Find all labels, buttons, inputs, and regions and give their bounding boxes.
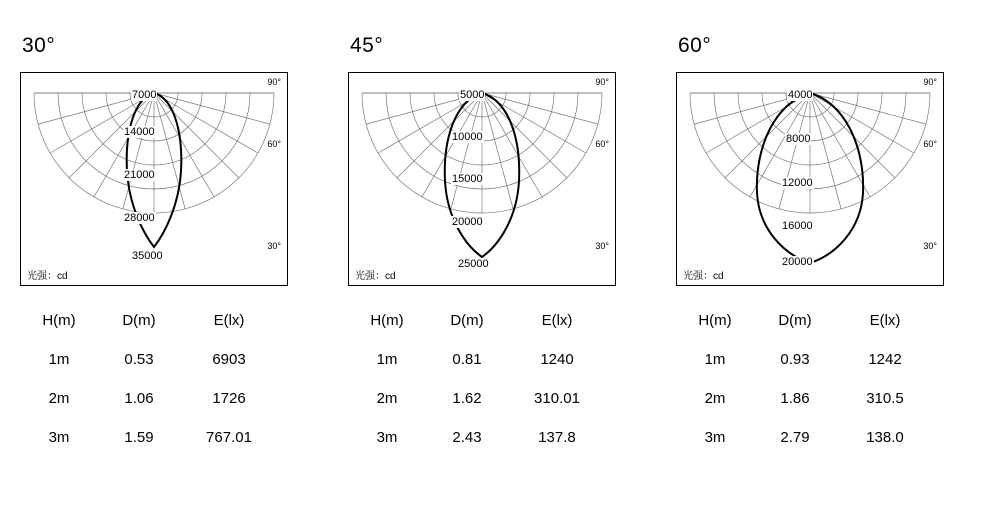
polar-diagram-60deg bbox=[676, 72, 944, 286]
cell-d: 0.93 bbox=[780, 351, 810, 368]
table-row bbox=[20, 390, 278, 429]
column-header-h: H(m) bbox=[42, 312, 76, 329]
ring-label-5: 20000 bbox=[782, 256, 813, 268]
cell-h: 2m bbox=[48, 390, 70, 407]
axis-label-60: 60° bbox=[267, 139, 281, 149]
axis-label-30: 30° bbox=[267, 241, 281, 251]
cell-e: 310.01 bbox=[534, 390, 580, 407]
panel-45deg bbox=[328, 0, 656, 468]
column-header-e: E(lx) bbox=[869, 312, 901, 329]
table-row bbox=[348, 390, 606, 429]
axis-label-90: 90° bbox=[923, 77, 937, 87]
cell-e: 138.0 bbox=[866, 429, 904, 446]
photometric-table-60deg bbox=[676, 312, 934, 468]
cell-e: 1726 bbox=[212, 390, 246, 407]
panel-title: 60° bbox=[678, 34, 712, 57]
cell-d: 1.06 bbox=[124, 390, 154, 407]
panel-60deg bbox=[656, 0, 984, 468]
column-header-h: H(m) bbox=[698, 312, 732, 329]
table-row bbox=[348, 351, 606, 390]
cell-e: 767.01 bbox=[206, 429, 252, 446]
column-header-d: D(m) bbox=[778, 312, 812, 329]
unit-label: 光强：cd bbox=[27, 271, 68, 282]
table-header-row bbox=[20, 312, 278, 351]
cell-h: 3m bbox=[48, 429, 70, 446]
cell-d: 1.59 bbox=[124, 429, 154, 446]
cell-e: 310.5 bbox=[866, 390, 904, 407]
photometric-table-45deg bbox=[348, 312, 606, 468]
cell-h: 1m bbox=[376, 351, 398, 368]
table-row bbox=[676, 429, 934, 468]
axis-label-90: 90° bbox=[595, 77, 609, 87]
ring-label-5: 25000 bbox=[458, 258, 489, 270]
cell-d: 1.86 bbox=[780, 390, 810, 407]
cell-h: 3m bbox=[704, 429, 726, 446]
ring-label-1: 7000 bbox=[132, 89, 157, 101]
axis-label-90: 90° bbox=[267, 77, 281, 87]
cell-e: 1240 bbox=[540, 351, 574, 368]
table-header-row bbox=[348, 312, 606, 351]
column-header-e: E(lx) bbox=[541, 312, 573, 329]
cell-d: 0.53 bbox=[124, 351, 154, 368]
table-row bbox=[676, 351, 934, 390]
panel-title: 30° bbox=[22, 34, 56, 57]
table-row bbox=[348, 429, 606, 468]
cell-d: 2.43 bbox=[452, 429, 482, 446]
cell-d: 2.79 bbox=[780, 429, 810, 446]
table-row bbox=[20, 351, 278, 390]
cell-d: 0.81 bbox=[452, 351, 482, 368]
polar-diagram-45deg bbox=[348, 72, 616, 286]
cell-e: 1242 bbox=[868, 351, 902, 368]
ring-label-3: 21000 bbox=[124, 169, 155, 181]
column-header-d: D(m) bbox=[450, 312, 484, 329]
column-header-e: E(lx) bbox=[213, 312, 245, 329]
ring-label-5: 35000 bbox=[132, 250, 163, 262]
cell-h: 2m bbox=[704, 390, 726, 407]
polar-diagram-30deg bbox=[20, 72, 288, 286]
ring-label-2: 14000 bbox=[124, 126, 155, 138]
ring-label-3: 15000 bbox=[452, 173, 483, 185]
cell-h: 3m bbox=[376, 429, 398, 446]
ring-label-2: 10000 bbox=[452, 131, 483, 143]
panel-title: 45° bbox=[350, 34, 384, 57]
table-header-row bbox=[676, 312, 934, 351]
cell-h: 1m bbox=[48, 351, 70, 368]
unit-label: 光强：cd bbox=[355, 271, 396, 282]
ring-label-1: 5000 bbox=[460, 89, 485, 101]
ring-label-4: 28000 bbox=[124, 212, 155, 224]
ring-label-4: 16000 bbox=[782, 220, 813, 232]
cell-h: 2m bbox=[376, 390, 398, 407]
axis-label-30: 30° bbox=[595, 241, 609, 251]
table-row bbox=[676, 390, 934, 429]
cell-h: 1m bbox=[704, 351, 726, 368]
unit-label: 光强：cd bbox=[683, 271, 724, 282]
axis-label-60: 60° bbox=[923, 139, 937, 149]
panel-30deg bbox=[0, 0, 328, 468]
ring-label-3: 12000 bbox=[782, 177, 813, 189]
cell-e: 137.8 bbox=[538, 429, 576, 446]
photometric-table-30deg bbox=[20, 312, 278, 468]
column-header-d: D(m) bbox=[122, 312, 156, 329]
column-header-h: H(m) bbox=[370, 312, 404, 329]
cell-e: 6903 bbox=[212, 351, 246, 368]
table-row bbox=[20, 429, 278, 468]
ring-label-1: 4000 bbox=[788, 89, 813, 101]
ring-label-4: 20000 bbox=[452, 216, 483, 228]
ring-label-2: 8000 bbox=[786, 133, 811, 145]
axis-label-60: 60° bbox=[595, 139, 609, 149]
axis-label-30: 30° bbox=[923, 241, 937, 251]
cell-d: 1.62 bbox=[452, 390, 482, 407]
